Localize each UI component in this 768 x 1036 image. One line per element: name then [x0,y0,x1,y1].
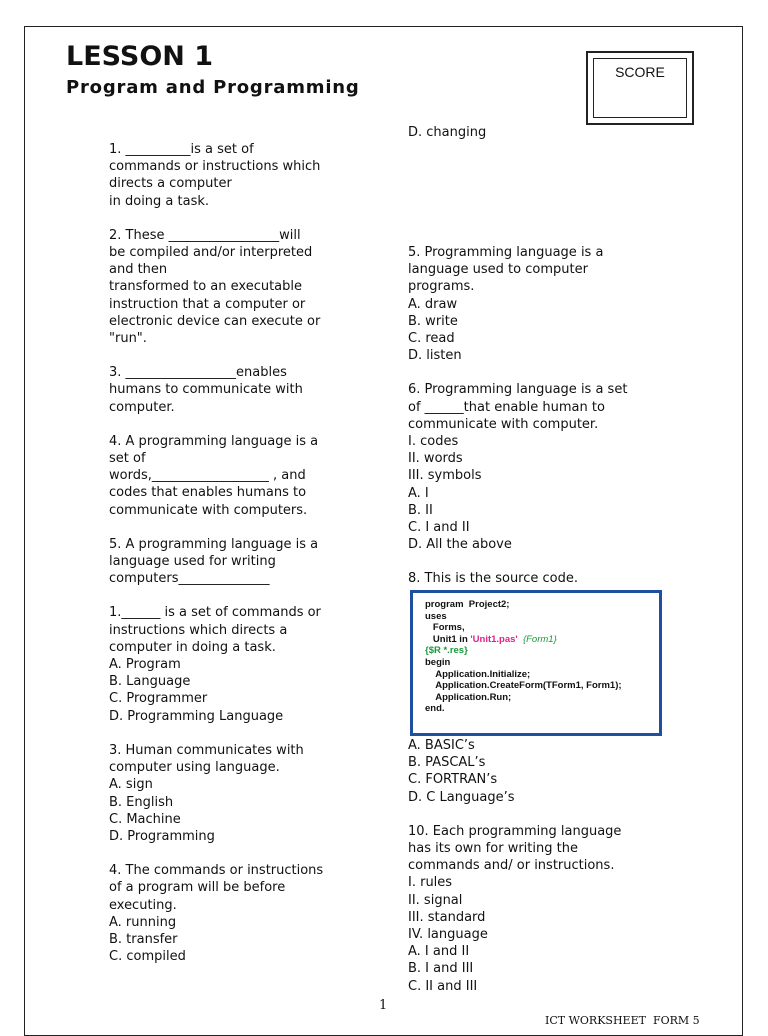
question-block [109,227,379,347]
question-line: words,__________________ , and [109,468,306,484]
question-line: communicate with computers. [109,502,308,518]
question-line: 3. _________________enables [109,365,287,381]
question-line: A. sign [109,777,153,793]
question-line: language used to computer [408,262,588,278]
right-question-column-upper [408,244,698,605]
right-question-column-lower [408,737,698,1012]
question-line: III. standard [408,909,486,925]
question-line: B. II [408,502,433,518]
footer-label: ICT WORKSHEET FORM 5 [545,1014,700,1027]
question-line: II. signal [408,892,463,908]
question-block [109,604,379,724]
question-line: 4. The commands or instructions [109,863,324,879]
code-line: Forms, [425,622,465,634]
question-line: I. codes [408,434,459,450]
question-block [109,364,379,416]
question-line: B. transfer [109,931,178,947]
question-line: C. II and III [408,978,478,994]
question-line: 10. Each programming language [408,823,622,839]
question-line: 1. __________is a set of [109,142,254,157]
question-line: executing. [109,897,177,913]
question-block [408,823,698,995]
question-line: II. words [408,451,463,467]
score-label: SCORE [593,58,687,118]
code-line: Application.CreateForm(TForm1, Form1); [425,680,622,692]
question-line: computer. [109,399,175,415]
question-block [408,381,698,553]
question-line: D. C Language’s [408,789,515,805]
question-line: D. All the above [408,537,512,553]
question-line: 1.______ is a set of commands or [109,605,321,621]
question-line: of ______that enable human to [408,399,605,415]
question-line: 8. This is the source code. [408,571,579,587]
question-line: set of [109,451,146,467]
question-line: instructions which directs a [109,622,288,638]
question-line: D. listen [408,348,462,364]
question-line: instruction that a computer or [109,296,306,312]
page-number: 1 [379,998,388,1013]
question-block [408,244,698,364]
question-line: B. write [408,313,458,329]
code-line: Application.Run; [425,691,512,703]
question-line: language used for writing [109,554,276,570]
code-line: {$R *.res} [425,645,468,657]
answer-option: D. changing [408,125,487,140]
code-line: Application.Initialize; [425,668,531,680]
question-block [109,433,379,519]
question-line: computer in doing a task. [109,639,276,655]
question-line: programs. [408,279,475,295]
question-line: and then [109,262,168,278]
question-line: A. I [408,485,429,501]
code-line: program Project2; [425,599,510,610]
question-line: 2. These _________________will [109,227,301,243]
lesson-subtitle: Program and Programming [66,77,360,98]
code-line: uses [425,610,447,622]
question-line: humans to communicate with [109,382,303,398]
question-line: 5. A programming language is a [109,536,319,552]
question-line: A. I and II [408,944,470,960]
question-line: commands or instructions which [109,159,321,175]
question-line: B. PASCAL’s [408,755,486,771]
question-line: III. symbols [408,468,482,484]
code-line: begin [425,656,451,668]
question-line: 5. Programming language is a [408,245,604,260]
question-line: 6. Programming language is a set [408,382,628,398]
score-box [586,51,694,125]
question-line: I. rules [408,875,453,891]
question-line: B. Language [109,674,191,690]
question-line: directs a computer [109,176,232,192]
question-line: communicate with computer. [408,416,599,432]
question-block [109,742,379,845]
question-line: codes that enables humans to [109,485,307,501]
question-block [109,862,379,965]
question-line: C. compiled [109,949,186,965]
question-block [109,536,379,588]
question-line: C. I and II [408,520,470,536]
question-line: C. Programmer [109,691,208,707]
question-line: commands and/ or instructions. [408,858,615,874]
question-line: has its own for writing the [408,841,578,857]
question-line: C. FORTRAN’s [408,772,498,788]
code-line: end. [425,703,445,715]
question-line: transformed to an executable [109,279,303,295]
question-line: A. BASIC’s [408,738,475,753]
question-line: computers______________ [109,571,270,587]
question-line: in doing a task. [109,193,210,209]
question-block [408,570,698,587]
question-line: C. read [408,331,455,347]
left-question-column [109,141,379,982]
question-line: of a program will be before [109,880,286,896]
question-line: computer using language. [109,760,280,776]
question-line: A. draw [408,296,458,312]
question-line: "run". [109,331,147,347]
source-code-image [410,590,662,736]
code-line: Unit1 in 'Unit1.pas' {Form1} [425,633,557,645]
question-line: A. running [109,914,177,930]
question-line: C. Machine [109,811,181,827]
question-line: 3. Human communicates with [109,742,304,758]
question-line: be compiled and/or interpreted [109,245,313,261]
question-line: A. Program [109,657,181,673]
question-line: 4. A programming language is a [109,433,319,449]
question-line: B. I and III [408,961,474,977]
question-line: IV. language [408,927,488,943]
question-block [408,737,698,806]
question-line: D. Programming Language [109,708,284,724]
question-line: D. Programming [109,828,215,844]
question-block [109,141,379,210]
right-top-answer [408,124,698,141]
lesson-title: LESSON 1 [66,41,214,72]
question-line: electronic device can execute or [109,313,321,329]
question-line: B. English [109,794,174,810]
